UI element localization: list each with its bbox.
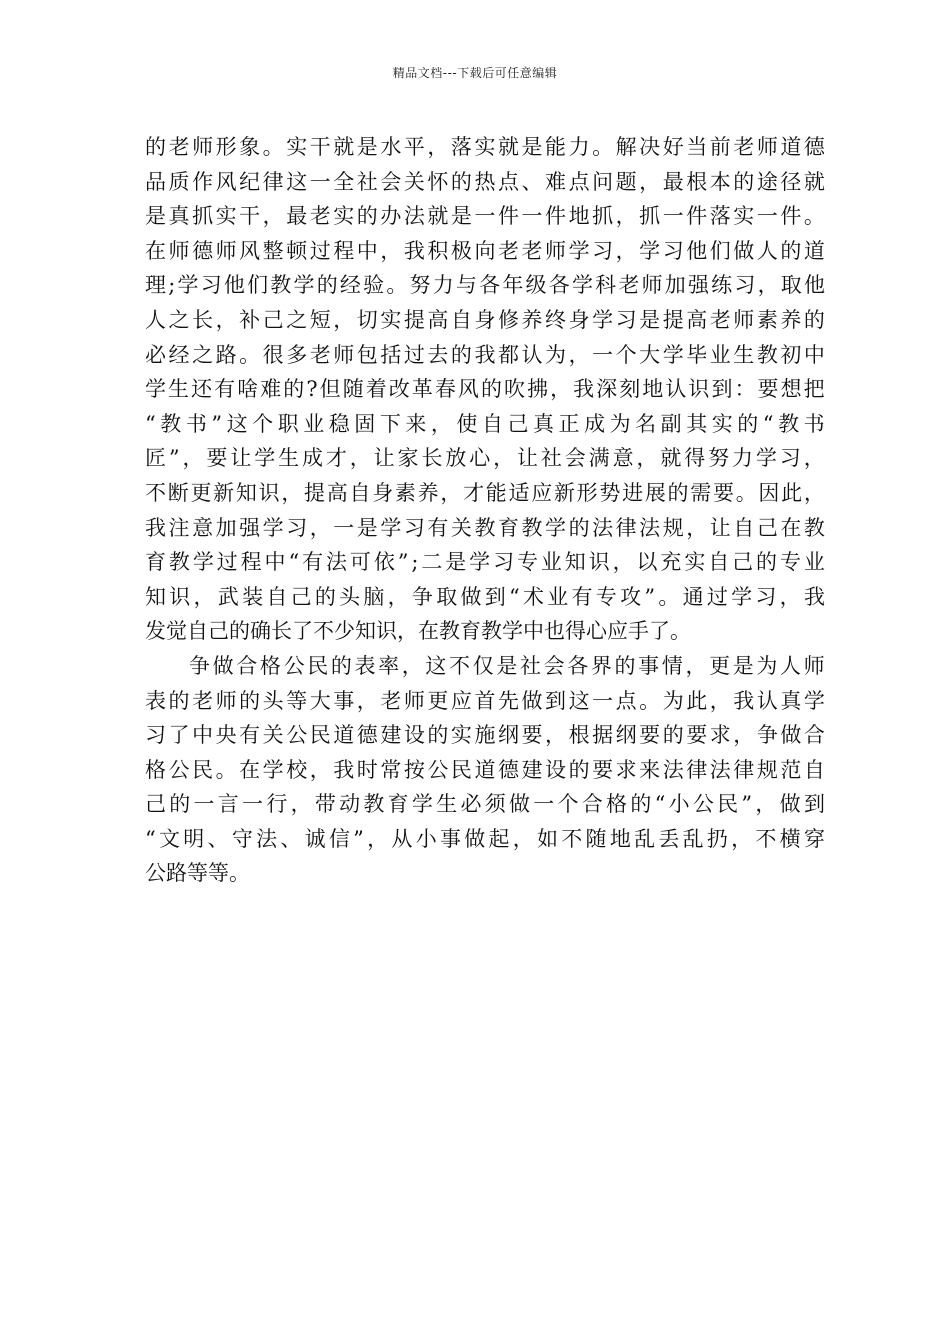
text-line: 在 师 德 师 风 整 顿 过 程 中 ， 我 积 极 向 老 老 师 学 习 ， 学 习 他 们 做 人 的 道	[145, 238, 825, 263]
paragraph-1	[145, 130, 825, 649]
paragraph-2	[145, 649, 825, 891]
text-line: 必 经 之 路 。 很 多 老 师 包 括 过 去 的 我 都 认 为 ， 一 个 大 学 毕 业 生 教 初 中	[145, 342, 825, 367]
text-line: 公路等等。	[145, 861, 250, 886]
text-line: 品 质 作 风 纪 律 这 一 全 社 会 关 怀 的 热 点 、 难 点 问 题 ， 最 根 本 的 途 径 就	[145, 169, 825, 194]
page-header: 精品文档---下载后可任意编辑	[392, 66, 558, 80]
text-line: 表 的 老 师 的 头 等 大 事 ， 老 师 更 应 首 先 做 到 这 一 点 。 为 此 ， 我 认 真 学	[145, 688, 825, 713]
text-line: 育 教 学 过 程 中 “ 有 法 可 依 ” ; 二 是 学 习 专 业 知 识 ， 以 充 实 自 己 的 专 业	[145, 550, 825, 575]
text-line: “ 教 书 ” 这 个 职 业 稳 固 下 来 ， 使 自 己 真 正 成 为 名 副 其 实 的 “ 教 书	[145, 411, 825, 436]
text-line: 的 老 师 形 象 。 实 干 就 是 水 平 ， 落 实 就 是 能 力 。 解 决 好 当 前 老 师 道 德	[145, 135, 825, 159]
text-line: 是 真 抓 实 干 ， 最 老 实 的 办 法 就 是 一 件 一 件 地 抓 ， 抓 一 件 落 实 一 件 。	[145, 204, 825, 229]
text-line: 知 识 ， 武 装 自 己 的 头 脑 ， 争 取 做 到 “ 术 业 有 专 攻 ” 。 通 过 学 习 ， 我	[145, 584, 825, 609]
text-line: 争 做 合 格 公 民 的 表 率 ， 这 不 仅 是 社 会 各 界 的 事 情 ， 更 是 为 人 师	[189, 653, 825, 678]
text-line: 学 生 还 有 啥 难 的 ? 但 随 着 改 革 春 风 的 吹 拂 ， 我 深 刻 地 认 识 到 ： 要 想 把	[145, 377, 825, 402]
text-line: 人 之 长 ， 补 己 之 短 ， 切 实 提 高 自 身 修 养 终 身 学 习 是 提 高 老 师 素 养 的	[145, 307, 825, 332]
text-line: 理 ; 学 习 他 们 教 学 的 经 验 。 努 力 与 各 年 级 各 学 科 老 师 加 强 练 习 ， 取 他	[145, 273, 825, 298]
document-body	[145, 130, 825, 891]
text-line: 我 注 意 加 强 学 习 ， 一 是 学 习 有 关 教 育 教 学 的 法 律 法 规 ， 让 自 己 在 教	[145, 515, 825, 540]
text-line: 己 的 一 言 一 行 ， 带 动 教 育 学 生 必 须 做 一 个 合 格 的 “ 小 公 民 ” ， 做 到	[145, 792, 825, 817]
text-line: “ 文 明 、 守 法 、 诚 信 ” ， 从 小 事 做 起 ， 如 不 随 地 乱 丢 乱 扔 ， 不 横 穿	[145, 826, 825, 851]
text-line: 不 断 更 新 知 识 ， 提 高 自 身 素 养 ， 才 能 适 应 新 形 势 进 展 的 需 要 。 因 此 ，	[145, 480, 825, 505]
text-line: 习 了 中 央 有 关 公 民 道 德 建 设 的 实 施 纲 要 ， 根 据 纲 要 的 要 求 ， 争 做 合	[145, 723, 825, 748]
text-line: 发觉自己的确长了不少知识，在教育教学中也得心应手了。	[145, 619, 691, 644]
text-line: 匠 ” ， 要 让 学 生 成 才 ， 让 家 长 放 心 ， 让 社 会 满 意 ， 就 得 努 力 学 习 ，	[145, 446, 825, 471]
text-line: 格 公 民 。 在 学 校 ， 我 时 常 按 公 民 道 德 建 设 的 要 求 来 法 律 法 律 规 范 自	[145, 757, 825, 782]
